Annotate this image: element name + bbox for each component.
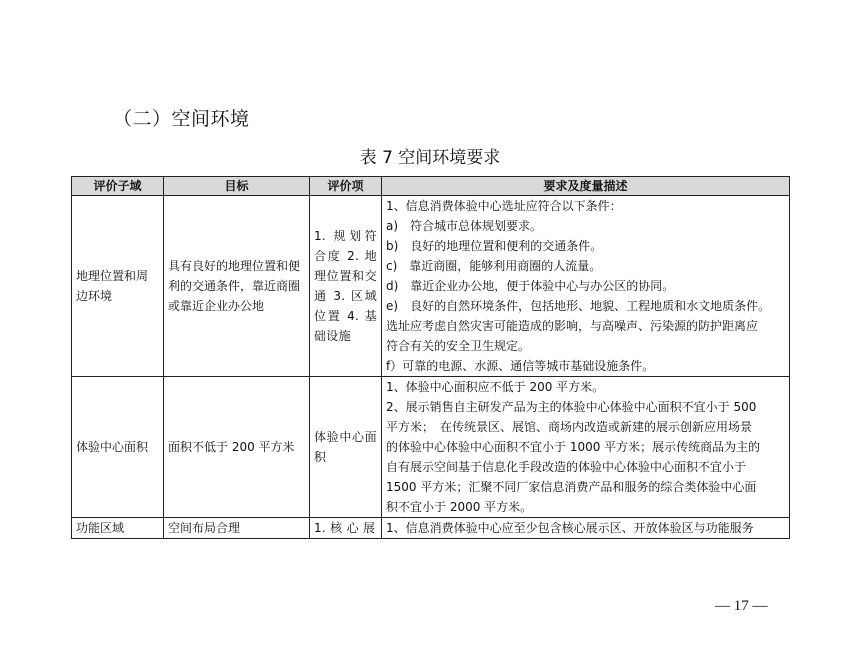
header-description: 要求及度量描述 <box>382 177 790 196</box>
description-line: 2、展示销售自主研发产品为主的体验中心体验中心面积不宜小于 500 <box>386 400 757 414</box>
description-line: 1、体验中心面积应不低于 200 平方米。 <box>386 380 605 394</box>
table-caption: 表 7 空间环境要求 <box>359 148 501 168</box>
table-header-row <box>72 177 790 196</box>
description-line: f）可靠的电源、水源、通信等城市基础设施条件。 <box>386 359 655 373</box>
row-target: 空间布局合理 <box>164 518 310 539</box>
description-line: 符合有关的安全卫生规定。 <box>386 339 531 353</box>
description-line: e) 良好的自然环境条件，包括地形、地貌、工程地质和水文地质条件。 <box>386 299 771 313</box>
description-line: 平方米； 在传统景区、展馆、商场内改造或新建的展示创新应用场景 <box>386 420 753 434</box>
description-line: 1500 平方米；汇聚不同厂家信息消费产品和服务的综合类体验中心面 <box>386 480 757 494</box>
row-item: 1. 核 心 展 <box>310 518 382 539</box>
description-line: b) 良好的地理位置和便利的交通条件。 <box>386 239 603 253</box>
description-line: 1、信息消费体验中心应至少包含核心展示区、开放体验区与功能服务 <box>386 521 754 535</box>
description-line: c) 靠近商圈，能够利用商圈的人流量。 <box>386 259 602 273</box>
header-item: 评价项 <box>310 177 382 196</box>
space-environment-table <box>71 176 790 539</box>
row-target: 面积不低于 200 平方米 <box>164 377 310 518</box>
row-item: 体验中心面积 <box>310 377 382 518</box>
description-line: 的体验中心体验中心面积不宜小于 1000 平方米；展示传统商品为主的 <box>386 440 761 454</box>
table-row <box>72 377 790 518</box>
description-line: 1、信息消费体验中心选址应符合以下条件： <box>386 199 622 213</box>
table-row <box>72 196 790 377</box>
row-description <box>382 377 790 518</box>
description-line: 积不宜小于 2000 平方米。 <box>386 500 533 514</box>
row-description <box>382 518 790 539</box>
description-line: 自有展示空间基于信息化手段改造的体验中心体验中心面积不宜小于 <box>386 460 747 474</box>
header-domain: 评价子域 <box>72 177 164 196</box>
section-heading: （二）空间环境 <box>113 108 250 130</box>
page-number: — 17 — <box>715 598 768 614</box>
row-domain: 体验中心面积 <box>72 377 164 518</box>
row-target: 具有良好的地理位置和便利的交通条件，靠近商圈或靠近企业办公地 <box>164 196 310 377</box>
table-row <box>72 518 790 539</box>
description-line: a) 符合城市总体规划要求。 <box>386 219 543 233</box>
header-target: 目标 <box>164 177 310 196</box>
description-line: 选址应考虑自然灾害可能造成的影响，与高噪声、污染源的防护距离应 <box>386 319 759 333</box>
description-line: d) 靠近企业办公地，便于体验中心与办公区的协同。 <box>386 279 675 293</box>
row-description <box>382 196 790 377</box>
row-domain: 地理位置和周边环境 <box>72 196 164 377</box>
row-domain: 功能区域 <box>72 518 164 539</box>
row-item: 1. 规划符合度 2. 地理位置和交通 3. 区域位置 4. 基础设施 <box>310 196 382 377</box>
